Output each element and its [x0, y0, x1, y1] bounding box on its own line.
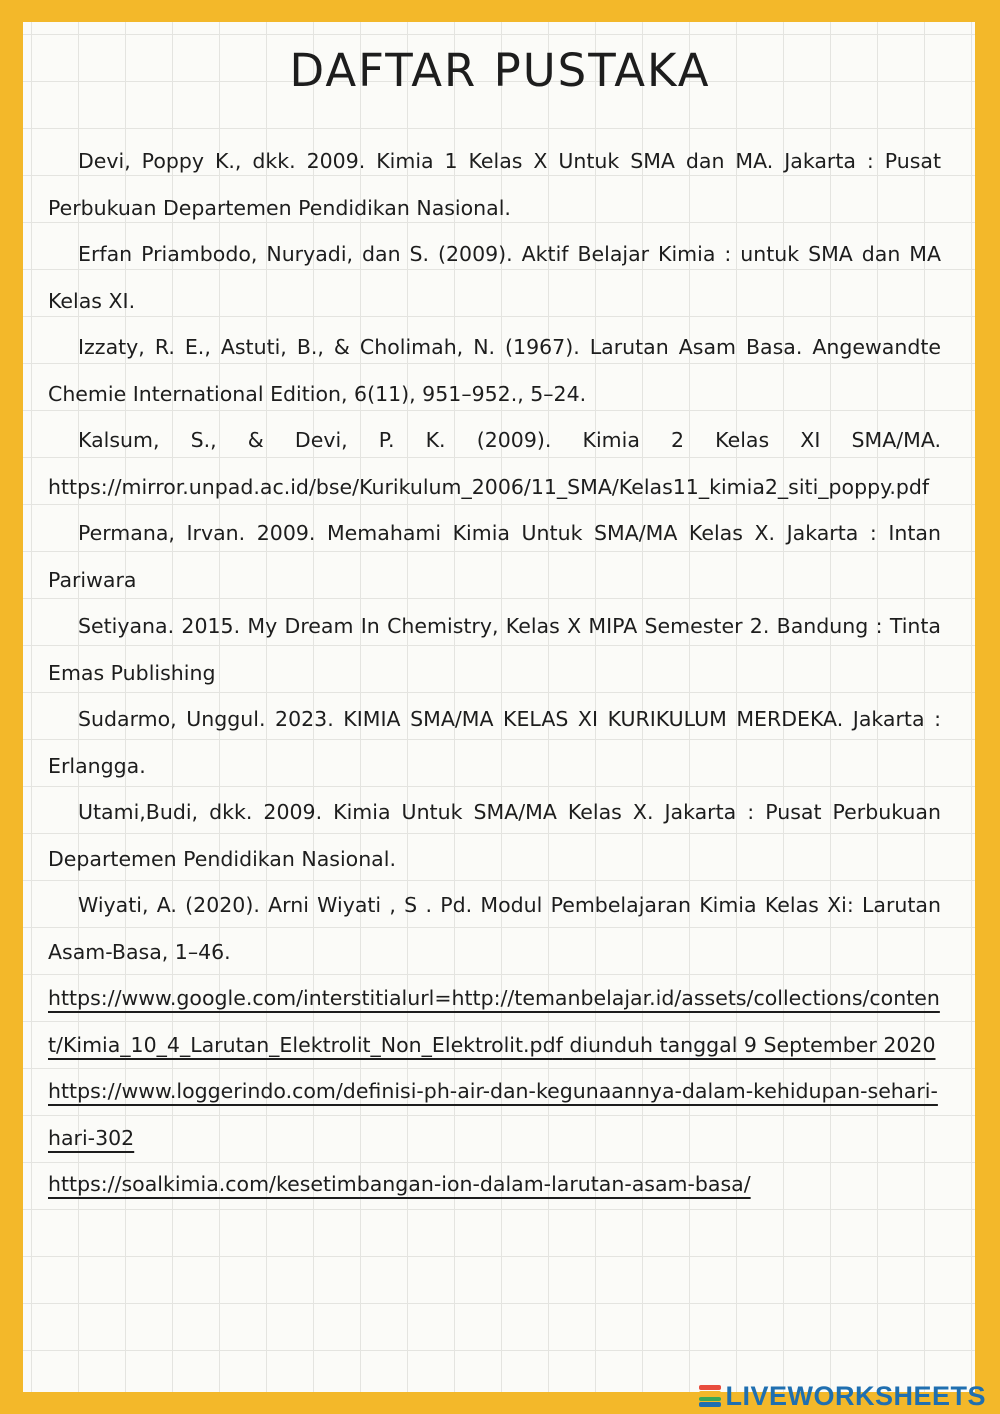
- reference-link-url[interactable]: https://soalkimia.com/kesetimbangan-ion-dalam-larutan-asam-basa/: [48, 1172, 751, 1196]
- reference-link[interactable]: [48, 1161, 941, 1208]
- reference-item: Devi, Poppy K., dkk. 2009. Kimia 1 Kelas X Untuk SMA dan MA. Jakarta : Pusat Perbukuan Departemen Pendidikan Nasional.: [48, 149, 941, 220]
- reference-item: Wiyati, A. (2020). Arni Wiyati , S . Pd. Modul Pembelajaran Kimia Kelas Xi: Larutan Asam-Basa, 1–46.: [48, 893, 941, 964]
- reference-item: Setiyana. 2015. My Dream In Chemistry, Kelas X MIPA Semester 2. Bandung : Tinta Emas Publishing: [48, 614, 941, 685]
- reference-item: Permana, Irvan. 2009. Memahami Kimia Untuk SMA/MA Kelas X. Jakarta : Intan Pariwara: [48, 521, 941, 592]
- reference-link-note: diunduh tanggal 9 September 2020: [562, 1032, 936, 1057]
- liveworksheets-logo-icon: [699, 1385, 721, 1407]
- brand-text: LIVEWORKSHEETS: [725, 1380, 986, 1411]
- reference-link[interactable]: [48, 1068, 941, 1161]
- reference-item: Erfan Priambodo, Nuryadi, dan S. (2009). Aktif Belajar Kimia : untuk SMA dan MA Kelas XI.: [48, 242, 941, 313]
- page-title: DAFTAR PUSTAKA: [289, 44, 711, 97]
- reference-item: Utami,Budi, dkk. 2009. Kimia Untuk SMA/MA Kelas X. Jakarta : Pusat Perbukuan Departemen Pendidikan Nasional.: [48, 800, 941, 871]
- reference-item: Sudarmo, Unggul. 2023. KIMIA SMA/MA KELAS XI KURIKULUM MERDEKA. Jakarta : Erlangga.: [48, 707, 941, 778]
- reference-item: Kalsum, S., & Devi, P. K. (2009). Kimia 2 Kelas XI SMA/MA. https://mirror.unpad.ac.id/bse/Kurikulum_2006/11_SMA/Kelas11_kimia2_siti_poppy.pdf: [48, 428, 941, 499]
- reference-item: Izzaty, R. E., Astuti, B., & Cholimah, N. (1967). Larutan Asam Basa. Angewandte Chemie International Edition, 6(11), 951–952., 5–24.: [48, 335, 941, 406]
- reference-link-url[interactable]: https://www.google.com/interstitialurl=http://temanbelajar.id/assets/collections/content/Kimia_10_4_Larutan_Elektrolit_Non_Elektrolit.pdf: [48, 986, 940, 1057]
- reference-link-url[interactable]: https://www.loggerindo.com/definisi-ph-air-dan-kegunaannya-dalam-kehidupan-sehari-hari-302: [48, 1079, 938, 1150]
- liveworksheets-brand[interactable]: [699, 1382, 986, 1410]
- reference-list: [48, 138, 941, 1208]
- reference-link[interactable]: [48, 975, 941, 1068]
